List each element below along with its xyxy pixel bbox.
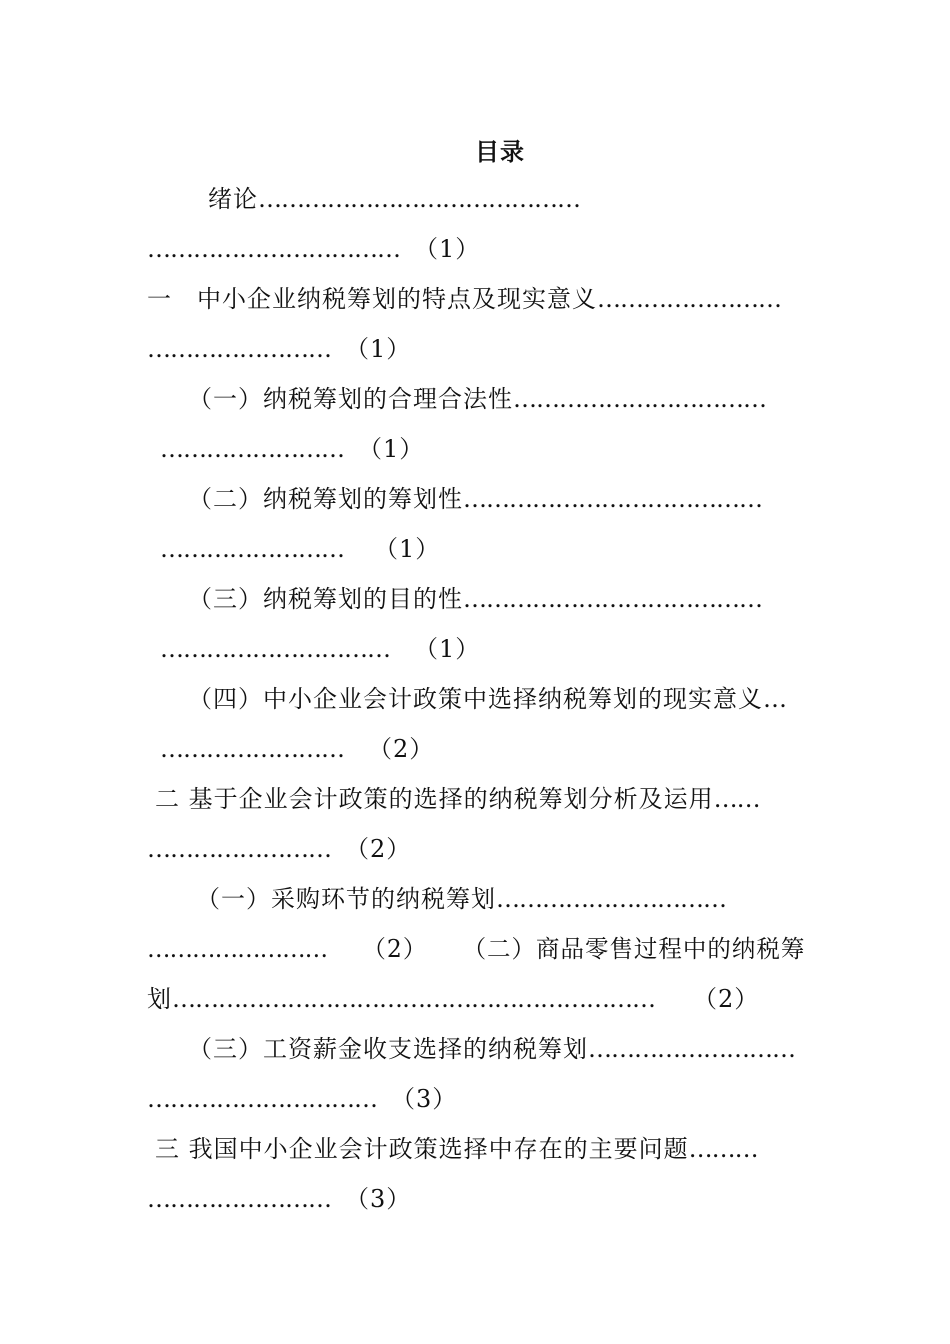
toc-entry-ch2-1-cont	[147, 933, 805, 965]
entry-text: 三 我国中小企业会计政策选择中存在的主要问题	[155, 1135, 689, 1163]
page-number: （2）	[693, 985, 760, 1013]
entry-text: 一 中小企业纳税筹划的特点及现实意义	[147, 285, 597, 313]
page-number: （3）	[345, 1185, 412, 1213]
dot-leader: ……………………	[147, 835, 331, 863]
toc-entry-ch2-2-cont	[147, 983, 759, 1015]
page-number: （1）	[414, 235, 481, 263]
dot-leader: ……………………	[147, 335, 331, 363]
toc-entry-ch3-cont	[147, 1183, 411, 1215]
toc-entry-ch1-1-cont	[160, 433, 424, 465]
dot-leader: ……………………………………	[258, 185, 580, 213]
page-number: （2）	[368, 735, 435, 763]
dot-leader: …………………………	[160, 635, 390, 663]
dot-leader: ………………………………………………………	[172, 985, 655, 1013]
toc-entry-ch3[interactable]	[155, 1133, 758, 1165]
dot-leader: ……………………	[147, 935, 328, 963]
toc-entry-ch1-cont	[147, 333, 411, 365]
page-number: （2）	[345, 835, 412, 863]
entry-text: （一）采购环节的纳税筹划	[196, 885, 496, 913]
dot-leader: ………………………	[588, 1035, 795, 1063]
toc-entry-ch1-3-cont	[160, 633, 480, 665]
dot-leader: …………………………………	[463, 585, 762, 613]
toc-entry-intro[interactable]	[208, 183, 580, 215]
dot-leader: ……	[713, 785, 760, 813]
toc-entry-ch2[interactable]	[155, 783, 760, 815]
entry-text: （四）中小企业会计政策中选择纳税筹划的现实意义	[188, 685, 763, 713]
toc-entry-ch1[interactable]	[147, 283, 781, 315]
entry-text: （二）纳税筹划的筹划性	[188, 485, 463, 513]
toc-entry-intro-cont	[147, 233, 480, 265]
entry-text: 划	[147, 985, 172, 1013]
dot-leader: …………………………………	[463, 485, 762, 513]
dot-leader: ……………………	[160, 735, 344, 763]
dot-leader: ……………………	[160, 535, 344, 563]
toc-entry-ch2-cont	[147, 833, 411, 865]
dot-leader: ……………………	[597, 285, 781, 313]
toc-entry-ch2-2[interactable]	[474, 935, 805, 963]
toc-title: 目录	[475, 138, 525, 166]
toc-entry-ch1-2-cont	[160, 533, 440, 565]
page-number: （1）	[374, 535, 441, 563]
toc-entry-ch1-3[interactable]	[188, 583, 762, 615]
toc-entry-ch1-2[interactable]	[188, 483, 762, 515]
dot-leader: ……………………	[147, 1185, 331, 1213]
dot-leader: ………	[688, 1135, 758, 1163]
page-number: （2）	[362, 935, 428, 963]
dot-leader: …	[763, 685, 786, 713]
entry-text: （一）纳税筹划的合理合法性	[188, 385, 513, 413]
dot-leader: ……………………	[160, 435, 344, 463]
toc-entry-ch2-3[interactable]	[188, 1033, 795, 1065]
dot-leader: …………………………	[147, 1085, 377, 1113]
entry-text: （三）工资薪金收支选择的纳税筹划	[188, 1035, 588, 1063]
page-number: （3）	[391, 1085, 458, 1113]
page-number: （1）	[358, 435, 425, 463]
dot-leader: …………………………	[496, 885, 726, 913]
toc-entry-ch2-1[interactable]	[196, 883, 726, 915]
page-number: （1）	[345, 335, 412, 363]
toc-entry-ch1-1[interactable]	[188, 383, 766, 415]
toc-entry-ch1-4-cont	[160, 733, 434, 765]
page-number: （1）	[414, 635, 481, 663]
toc-entry-ch1-4[interactable]	[188, 683, 786, 715]
entry-text: 绪论	[208, 185, 258, 213]
entry-text: （二）商品零售过程中的纳税筹	[474, 935, 806, 963]
entry-text: （三）纳税筹划的目的性	[188, 585, 463, 613]
dot-leader: ……………………………	[513, 385, 766, 413]
dot-leader: ……………………………	[147, 235, 400, 263]
entry-text: 二 基于企业会计政策的选择的纳税筹划分析及运用	[155, 785, 714, 813]
toc-entry-ch2-3-cont	[147, 1083, 457, 1115]
